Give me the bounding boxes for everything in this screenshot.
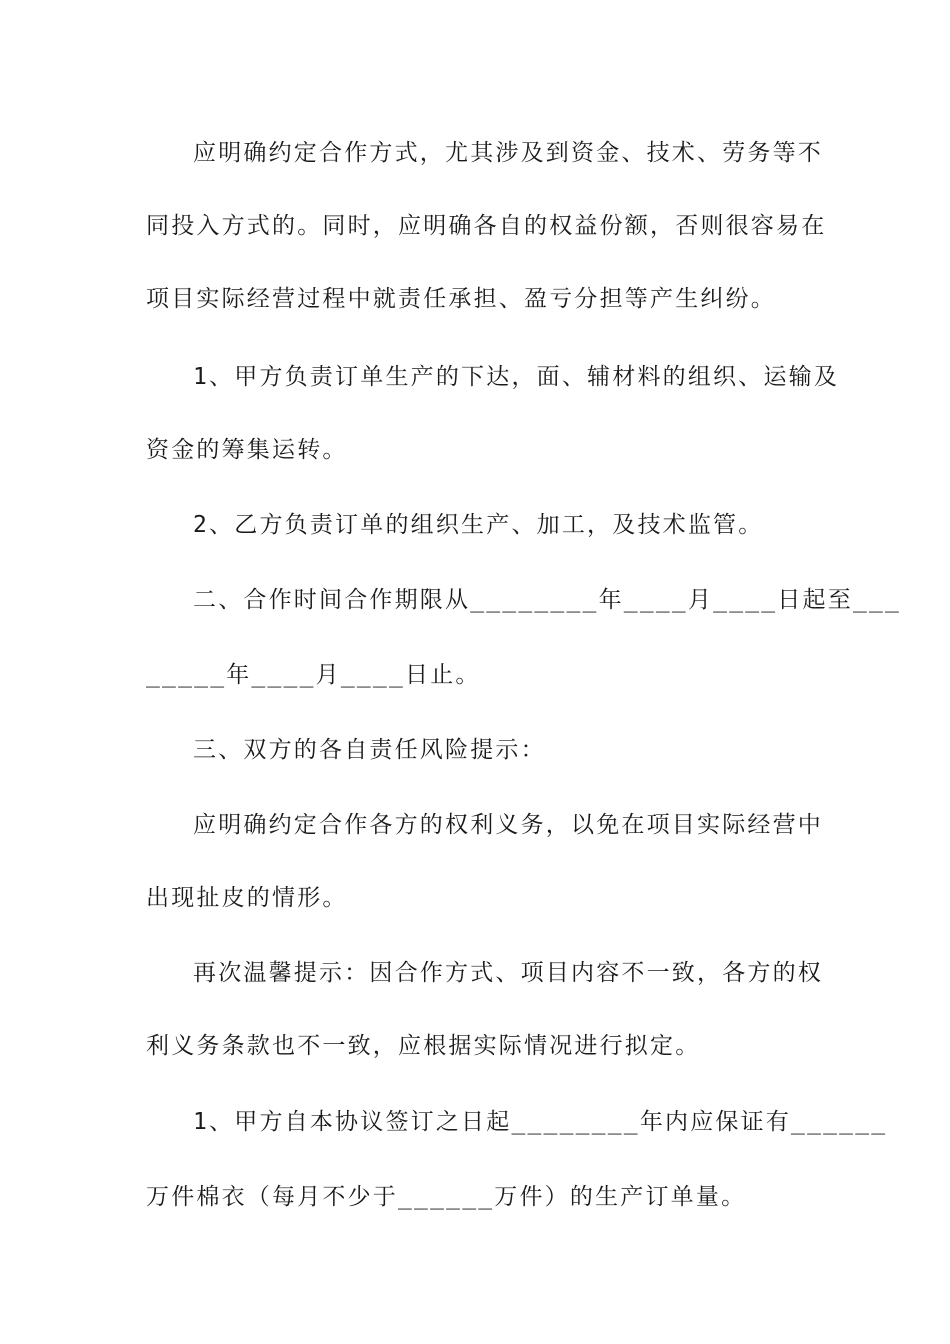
paragraph-line: 再次温馨提示：因合作方式、项目内容不一致，各方的权 xyxy=(193,960,823,986)
paragraph-line: 三、双方的各自责任风险提示： xyxy=(193,737,546,763)
paragraph-line: 出现扯皮的情形。 xyxy=(146,885,348,911)
paragraph-line: 1、甲方负责订单生产的下达，面、辅材料的组织、运输及 xyxy=(193,364,840,390)
paragraph-line: 二、合作时间合作期限从________年____月____日起至___ xyxy=(193,587,902,613)
paragraph-line: 资金的筹集运转。 xyxy=(146,437,348,463)
paragraph-line: 万件棉衣（每月不少于______万件）的生产订单量。 xyxy=(146,1184,747,1210)
paragraph-line: 应明确约定合作方式，尤其涉及到资金、技术、劳务等不 xyxy=(193,140,823,166)
paragraph-line: _____年____月____日止。 xyxy=(146,662,481,688)
paragraph-line: 利义务条款也不一致，应根据实际情况进行拟定。 xyxy=(146,1033,701,1059)
paragraph-line: 应明确约定合作各方的权利义务，以免在项目实际经营中 xyxy=(193,812,823,838)
paragraph-line: 同投入方式的。同时，应明确各自的权益份额，否则很容易在 xyxy=(146,213,827,239)
paragraph-line: 1、甲方自本协议签订之日起________年内应保证有______ xyxy=(193,1109,888,1135)
paragraph-line: 项目实际经营过程中就责任承担、盈亏分担等产生纠纷。 xyxy=(146,286,776,312)
paragraph-line: 2、乙方负责订单的组织生产、加工，及技术监管。 xyxy=(193,512,764,538)
